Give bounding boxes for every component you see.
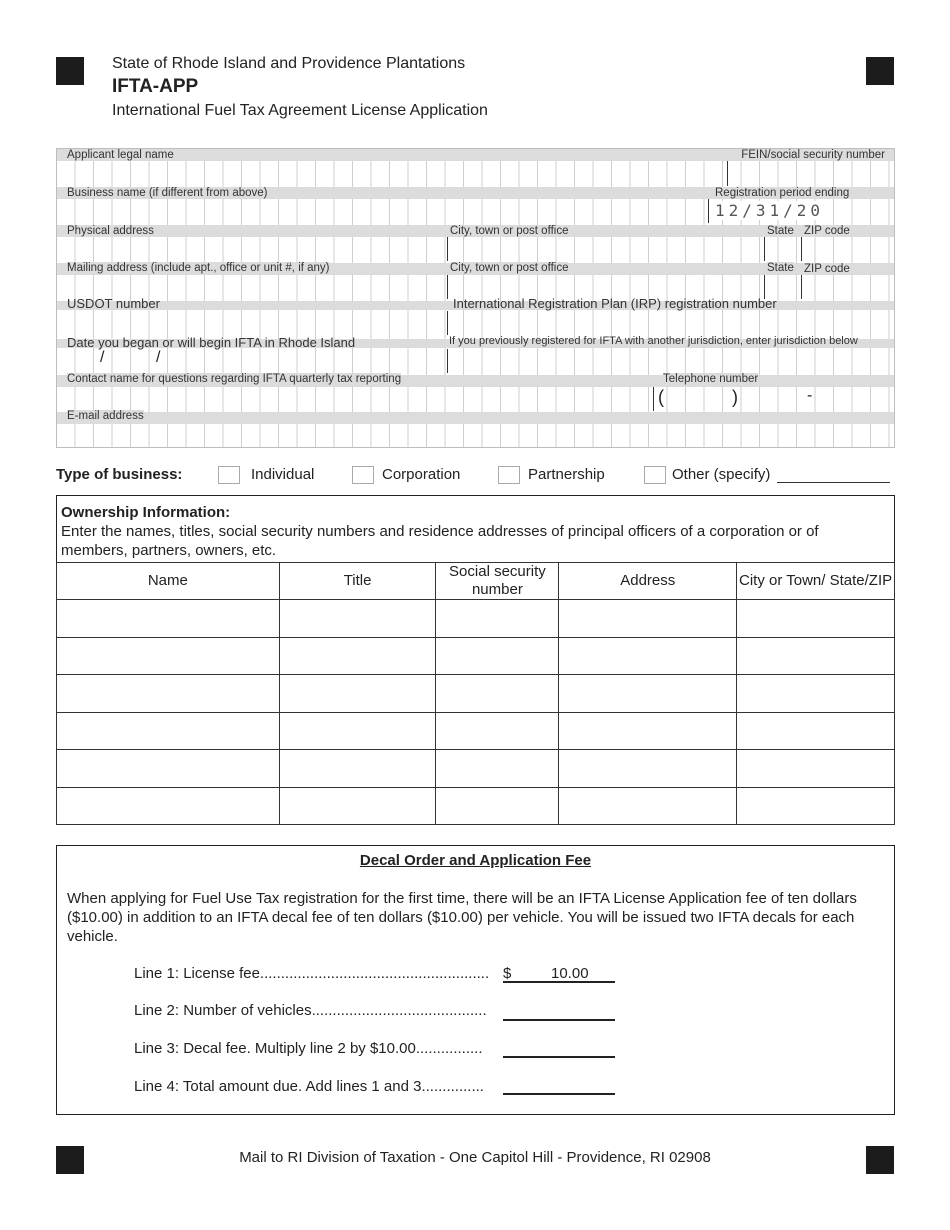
checkbox-other[interactable] xyxy=(644,466,666,484)
table-row xyxy=(57,787,895,825)
decal-title: Decal Order and Application Fee xyxy=(359,852,592,869)
line-3-label: Line 3: Decal fee. Multiply line 2 by $10.00................ xyxy=(134,1040,483,1057)
owner-title-cell[interactable] xyxy=(279,637,436,675)
previous-jurisdiction-field[interactable] xyxy=(448,349,894,373)
date-slash-1: / xyxy=(100,349,105,366)
mailing-instructions: Mail to RI Division of Taxation - One Capitol Hill - Providence, RI 02908 xyxy=(239,1149,711,1166)
physical-state-field[interactable] xyxy=(765,237,800,261)
line-1-value: 10.00 xyxy=(551,965,589,982)
date-slash-2: / xyxy=(156,349,161,366)
owner-title-cell[interactable] xyxy=(279,675,436,713)
owner-ssn-cell[interactable] xyxy=(436,600,559,638)
form-id: IFTA-APP xyxy=(112,76,199,97)
checkbox-corporation[interactable] xyxy=(352,466,374,484)
registration-mark-top-left xyxy=(56,57,84,85)
owner-ssn-cell[interactable] xyxy=(436,712,559,750)
owner-city-cell[interactable] xyxy=(737,637,895,675)
email-field[interactable] xyxy=(57,424,894,448)
applicant-info-grid xyxy=(56,148,895,448)
ifta-start-date-field[interactable] xyxy=(57,349,446,373)
contact-name-label: Contact name for questions regarding IFTA quarterly tax reporting xyxy=(67,373,402,385)
ownership-section xyxy=(56,495,895,825)
owner-ssn-cell[interactable] xyxy=(436,637,559,675)
owner-title-cell[interactable] xyxy=(279,787,436,825)
col-header-name: Name xyxy=(57,563,280,600)
owner-address-cell[interactable] xyxy=(559,750,737,788)
phone-dash: - xyxy=(807,387,813,404)
ownership-description: Enter the names, titles, social security numbers and residence addresses of principal officers of a corporation or of members, partners, owners, etc. xyxy=(61,523,819,559)
telephone-label: Telephone number xyxy=(663,373,759,385)
telephone-field[interactable] xyxy=(654,387,894,411)
table-row xyxy=(57,712,895,750)
option-partnership: Partnership xyxy=(528,466,605,483)
table-row xyxy=(57,600,895,638)
phone-paren-open: ( xyxy=(658,387,664,407)
mailing-state-label: State xyxy=(767,262,794,274)
owner-name-cell[interactable] xyxy=(57,787,280,825)
owner-name-cell[interactable] xyxy=(57,750,280,788)
fein-label: FEIN/social security number xyxy=(741,149,885,161)
col-header-address: Address xyxy=(559,563,737,600)
physical-city-label: City, town or post office xyxy=(450,225,569,237)
contact-name-field[interactable] xyxy=(57,387,652,411)
owner-city-cell[interactable] xyxy=(737,600,895,638)
option-corporation: Corporation xyxy=(382,466,461,483)
line-1-amount[interactable] xyxy=(503,965,615,983)
decal-order-section xyxy=(56,845,895,1115)
applicant-legal-name-label: Applicant legal name xyxy=(67,149,174,161)
registration-period-value: 12/31/20 xyxy=(709,201,824,220)
irp-field[interactable] xyxy=(448,311,894,335)
business-name-label: Business name (if different from above) xyxy=(67,187,268,199)
business-name-field[interactable] xyxy=(57,199,707,223)
owner-ssn-cell[interactable] xyxy=(436,675,559,713)
owner-address-cell[interactable] xyxy=(559,675,737,713)
currency-symbol: $ xyxy=(503,965,512,982)
email-label: E-mail address xyxy=(67,410,144,422)
owner-name-cell[interactable] xyxy=(57,600,280,638)
option-other: Other (specify) xyxy=(672,466,771,483)
form-title: International Fuel Tax Agreement License Application xyxy=(112,102,488,119)
registration-mark-top-right xyxy=(866,57,894,85)
usdot-label: USDOT number xyxy=(67,296,160,311)
line-4-label: Line 4: Total amount due. Add lines 1 and 3............... xyxy=(134,1078,484,1095)
physical-address-label: Physical address xyxy=(67,225,154,237)
col-header-city-state-zip: City or Town/ State/ZIP xyxy=(737,563,895,600)
owner-address-cell[interactable] xyxy=(559,637,737,675)
checkbox-individual[interactable] xyxy=(218,466,240,484)
col-header-title: Title xyxy=(279,563,436,600)
mailing-address-label: Mailing address (include apt., office or unit #, if any) xyxy=(67,262,330,274)
applicant-legal-name-field[interactable] xyxy=(57,161,727,186)
option-individual: Individual xyxy=(251,466,315,483)
owner-title-cell[interactable] xyxy=(279,712,436,750)
owner-city-cell[interactable] xyxy=(737,675,895,713)
physical-zip-label: ZIP code xyxy=(804,225,850,237)
other-specify-field[interactable] xyxy=(777,482,890,483)
line-4-amount[interactable] xyxy=(503,1077,615,1095)
fein-field[interactable] xyxy=(728,161,894,186)
owner-name-cell[interactable] xyxy=(57,712,280,750)
mailing-city-label: City, town or post office xyxy=(450,262,569,274)
owner-title-cell[interactable] xyxy=(279,600,436,638)
phone-paren-close: ) xyxy=(732,387,738,407)
line-2-amount[interactable] xyxy=(503,1003,615,1021)
business-type-title: Type of business: xyxy=(56,466,183,483)
ifta-start-date-label: Date you began or will begin IFTA in Rhode Island xyxy=(67,335,356,350)
previous-jurisdiction-label: If you previously registered for IFTA with another jurisdiction, enter jurisdiction below xyxy=(449,335,858,347)
irp-label: International Registration Plan (IRP) registration number xyxy=(453,296,777,311)
col-header-ssn: Social security number xyxy=(436,563,559,600)
ownership-title: Ownership Information: xyxy=(61,504,231,521)
checkbox-partnership[interactable] xyxy=(498,466,520,484)
owner-address-cell[interactable] xyxy=(559,712,737,750)
registration-period-label: Registration period ending xyxy=(715,187,850,199)
owner-city-cell[interactable] xyxy=(737,750,895,788)
state-name: State of Rhode Island and Providence Plantations xyxy=(112,55,466,72)
owner-name-cell[interactable] xyxy=(57,675,280,713)
usdot-field[interactable] xyxy=(57,311,446,335)
owner-city-cell[interactable] xyxy=(737,712,895,750)
table-row xyxy=(57,637,895,675)
mailing-zip-label: ZIP code xyxy=(804,263,850,275)
physical-city-field[interactable] xyxy=(448,237,763,261)
owner-ssn-cell[interactable] xyxy=(436,750,559,788)
owner-address-cell[interactable] xyxy=(559,600,737,638)
physical-address-field[interactable] xyxy=(57,237,446,261)
physical-zip-field[interactable] xyxy=(802,237,894,261)
line-3-amount[interactable] xyxy=(503,1040,615,1058)
ownership-table xyxy=(56,562,895,825)
decal-description: When applying for Fuel Use Tax registration for the first time, there will be an IFTA License Application fee of ten dollars ($10.00) in addition to an IFTA decal fee of ten dollars ($10.00) per vehicle. You will be issued two IFTA decals for each vehicle. xyxy=(67,890,857,945)
line-2-label: Line 2: Number of vehicles.......................................... xyxy=(134,1002,487,1019)
owner-title-cell[interactable] xyxy=(279,750,436,788)
table-row xyxy=(57,750,895,788)
owner-city-cell[interactable] xyxy=(737,787,895,825)
owner-ssn-cell[interactable] xyxy=(436,787,559,825)
owner-address-cell[interactable] xyxy=(559,787,737,825)
mailing-zip-field[interactable] xyxy=(802,275,894,299)
owner-name-cell[interactable] xyxy=(57,637,280,675)
line-1-label: Line 1: License fee....................................................... xyxy=(134,965,490,982)
physical-state-label: State xyxy=(767,225,794,237)
table-row xyxy=(57,675,895,713)
